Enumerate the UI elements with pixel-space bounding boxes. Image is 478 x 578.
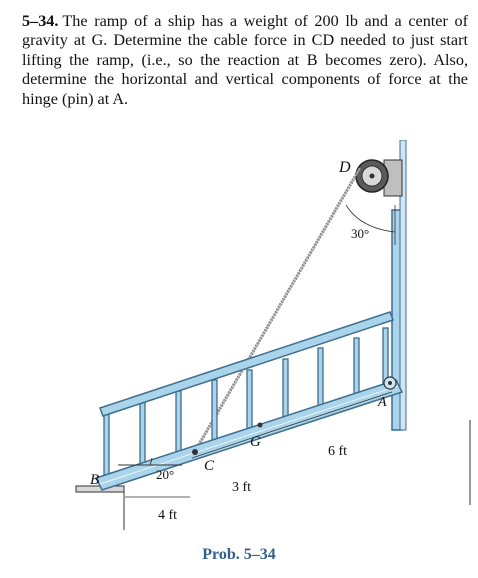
label-4ft: 4 ft: [158, 508, 178, 523]
ramp-figure: [0, 140, 478, 540]
label-D: D: [339, 159, 351, 176]
problem-statement: [22, 12, 468, 109]
pulley-D: [356, 160, 402, 196]
label-angle-30: 30°: [351, 226, 370, 241]
label-3ft: 3 ft: [232, 480, 252, 495]
label-C: C: [204, 458, 215, 474]
figure-caption: Prob. 5–34: [202, 546, 276, 563]
label-G: G: [250, 434, 261, 450]
label-angle-20: 20°: [156, 467, 175, 482]
problem-text: The ramp of a ship has a weight of 200 lb and a center of gravity at G. Determine the cable force in CD needed to just start lifting the ramp, (i.e., so the reaction at B becomes zero). Also, determine the horizontal and vertical components of force at the hinge (pin) at A.: [22, 12, 468, 108]
point-C: [192, 449, 198, 455]
problem-number: 5–34.: [22, 12, 59, 30]
ramp: [96, 312, 402, 490]
wall-post: [392, 140, 470, 505]
label-B: B: [90, 472, 100, 488]
label-A: A: [378, 395, 387, 410]
point-G: [258, 423, 263, 428]
label-6ft: 6 ft: [328, 444, 348, 459]
dock-ground: [76, 486, 124, 530]
